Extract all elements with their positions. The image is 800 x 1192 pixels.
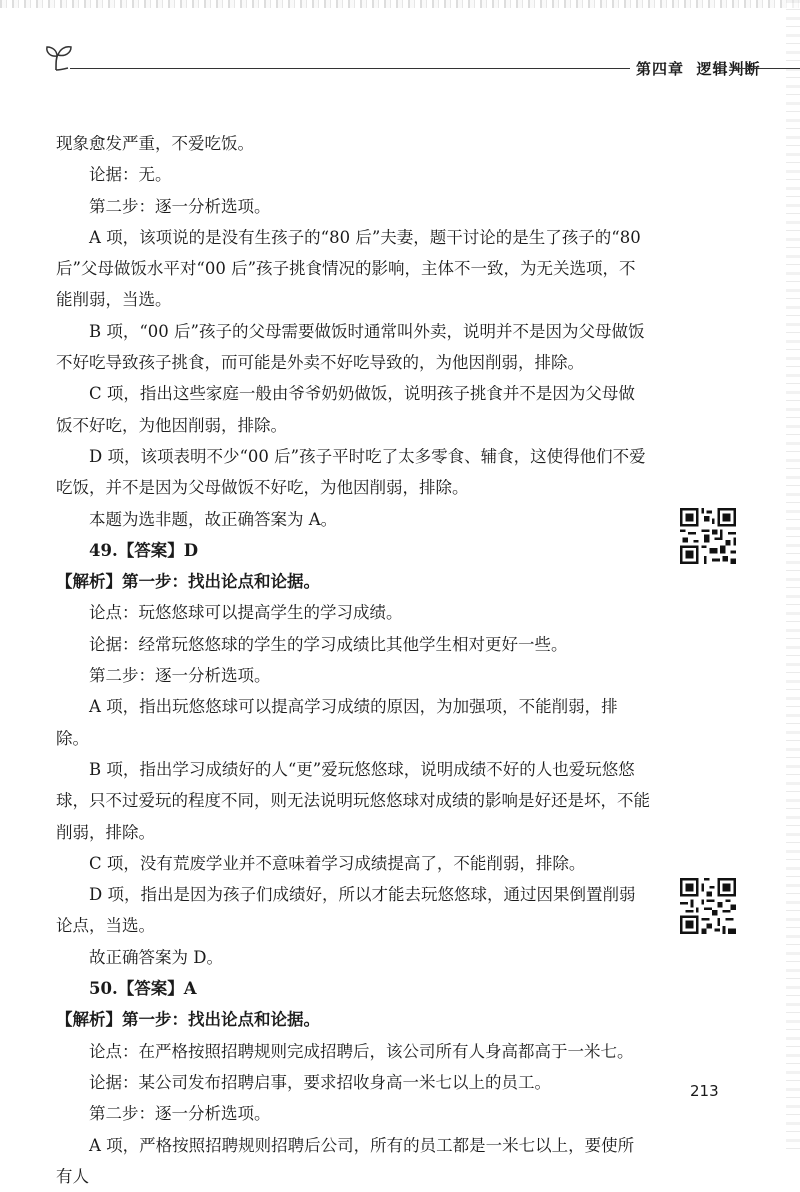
analysis-heading: 【解析】第一步：找出论点和论据。 (56, 1004, 650, 1035)
qr-code-q50[interactable] (680, 878, 736, 934)
answer-heading: 50.【答案】A (56, 973, 650, 1004)
text-line: 第二步：逐一分析选项。 (56, 1098, 650, 1129)
text-line: 论点：玩悠悠球可以提高学生的学习成绩。 (56, 597, 650, 628)
text-line: 论点：在严格按照招聘规则完成招聘后，该公司所有人身高都高于一米七。 (56, 1036, 650, 1067)
qr-code-q49[interactable] (680, 508, 736, 564)
header-rule-left (70, 68, 630, 69)
scan-edge-top (0, 0, 800, 8)
text-paragraph: A 项，该项说的是没有生孩子的“80 后”夫妻，题干讨论的是生了孩子的“80 后”父母做饭水平对“00 后”孩子挑食情况的影响，主体不一致，为无关选项，不能削弱，当选。 (56, 222, 650, 316)
text-line: 故正确答案为 D。 (56, 942, 650, 973)
qr-code-icon (680, 508, 736, 564)
chapter-number: 第四章 (636, 60, 684, 78)
text-paragraph: A 项，指出玩悠悠球可以提高学习成绩的原因，为加强项，不能削弱，排除。 (56, 691, 650, 754)
page-number: 213 (690, 1082, 730, 1100)
chapter-title (636, 58, 732, 79)
text-paragraph: B 项，指出学习成绩好的人“更”爱玩悠悠球，说明成绩不好的人也爱玩悠悠球，只不过爱玩的程度不同，则无法说明玩悠悠球对成绩的影响是好还是坏，不能削弱，排除。 (56, 754, 650, 848)
text-line: 本题为选非题，故正确答案为 A。 (56, 504, 650, 535)
text-paragraph: C 项，没有荒废学业并不意味着学习成绩提高了，不能削弱，排除。 (56, 848, 650, 879)
qr-code-icon (680, 878, 736, 934)
text-paragraph: D 项，指出是因为孩子们成绩好，所以才能去玩悠悠球，通过因果倒置削弱论点，当选。 (56, 879, 650, 942)
text-line: 第二步：逐一分析选项。 (56, 660, 650, 691)
page-header (44, 44, 800, 78)
chapter-subject: 逻辑判断 (696, 60, 760, 78)
text-paragraph: C 项，指出这些家庭一般由爷爷奶奶做饭，说明孩子挑食并不是因为父母做饭不好吃，为他因削弱，排除。 (56, 378, 650, 441)
text-paragraph: B 项，“00 后”孩子的父母需要做饭时通常叫外卖，说明并不是因为父母做饭不好吃导致孩子挑食，而可能是外卖不好吃导致的，为他因削弱，排除。 (56, 316, 650, 379)
text-line: 论据：经常玩悠悠球的学生的学习成绩比其他学生相对更好一些。 (56, 629, 650, 660)
page-body (56, 128, 650, 1192)
answer-heading: 49.【答案】D (56, 535, 650, 566)
text-line: 论据：无。 (56, 159, 650, 190)
text-line: 论据：某公司发布招聘启事，要求招收身高一米七以上的员工。 (56, 1067, 650, 1098)
text-line: 现象愈发严重，不爱吃饭。 (56, 128, 650, 159)
scan-edge-right (786, 0, 800, 1149)
analysis-heading: 【解析】第一步：找出论点和论据。 (56, 566, 650, 597)
header-rule-right (734, 68, 800, 69)
text-paragraph: D 项，该项表明不少“00 后”孩子平时吃了太多零食、辅食，这使得他们不爱吃饭，并不是因为父母做饭不好吃，为他因削弱，排除。 (56, 441, 650, 504)
text-paragraph: A 项，严格按照招聘规则招聘后公司，所有的员工都是一米七以上，要使所有人 (56, 1130, 650, 1192)
text-line: 第二步：逐一分析选项。 (56, 191, 650, 222)
